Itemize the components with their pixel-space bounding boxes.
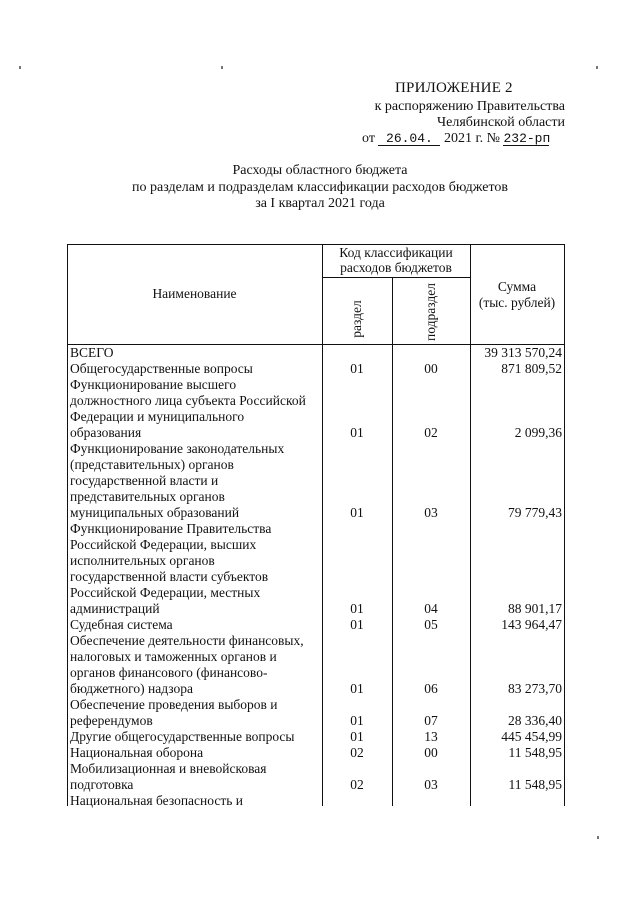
row-name: ВСЕГО xyxy=(70,345,114,360)
row-line xyxy=(67,697,565,713)
row-line xyxy=(67,761,565,777)
row-name: Российской Федерации, высших xyxy=(70,537,257,552)
row-name: государственной власти субъектов xyxy=(70,569,269,584)
row-line xyxy=(67,553,565,569)
row-sum: 39 313 570,24 xyxy=(484,345,562,360)
row-line xyxy=(67,425,565,441)
row-name: исполнительных органов xyxy=(70,553,215,568)
row-name: Мобилизационная и вневойсковая xyxy=(70,761,267,776)
row-sum: 83 273,70 xyxy=(508,681,562,696)
row-sum: 28 336,40 xyxy=(508,713,562,728)
row-razdel: 01 xyxy=(350,681,364,696)
row-podrazdel: 02 xyxy=(424,425,438,440)
row-podrazdel: 05 xyxy=(424,617,438,632)
row-line xyxy=(67,649,565,665)
row-name: референдумов xyxy=(70,713,153,728)
row-name: Функционирование Правительства xyxy=(70,521,272,536)
row-name: представительных органов xyxy=(70,489,225,504)
row-podrazdel: 06 xyxy=(424,681,438,696)
row-podrazdel: 00 xyxy=(424,361,438,376)
row-name: (представительных) органов xyxy=(70,457,234,472)
col-header-sum-1: Сумма xyxy=(497,279,537,294)
row-line xyxy=(67,377,565,393)
col-header-sum-2: (тыс. рублей) xyxy=(478,295,556,310)
scan-mark xyxy=(221,66,223,69)
row-sum: 11 548,95 xyxy=(508,745,562,760)
row-sum: 11 548,95 xyxy=(508,777,562,792)
row-name: подготовка xyxy=(70,777,134,792)
row-name: Национальная безопасность и xyxy=(70,793,243,808)
doc-title-line-3: за I квартал 2021 года xyxy=(255,196,385,211)
row-line xyxy=(67,617,565,633)
row-podrazdel: 00 xyxy=(424,745,438,760)
row-line xyxy=(67,473,565,489)
row-line xyxy=(67,713,565,729)
row-line xyxy=(67,345,565,361)
row-name: должностного лица субъекта Российской xyxy=(70,393,306,408)
order-date: 26.04. xyxy=(378,132,440,146)
row-sum: 871 809,52 xyxy=(501,361,562,376)
row-sum: 79 779,43 xyxy=(508,505,562,520)
row-line xyxy=(67,441,565,457)
row-line xyxy=(67,601,565,617)
row-podrazdel: 03 xyxy=(424,777,438,792)
code-subheader-line xyxy=(322,277,470,278)
row-name: Федерации и муниципального xyxy=(70,409,245,424)
row-line xyxy=(67,361,565,377)
order-prefix: от xyxy=(362,131,375,146)
row-razdel: 01 xyxy=(350,425,364,440)
row-razdel: 01 xyxy=(350,361,364,376)
row-line xyxy=(67,729,565,745)
row-line xyxy=(67,745,565,761)
row-line xyxy=(67,521,565,537)
row-line xyxy=(67,793,565,809)
row-line xyxy=(67,457,565,473)
row-sum: 143 964,47 xyxy=(501,617,562,632)
row-line xyxy=(67,777,565,793)
col-header-code-2: расходов бюджетов xyxy=(340,260,452,275)
row-podrazdel: 04 xyxy=(424,601,438,616)
row-name: Обеспечение проведения выборов и xyxy=(70,697,278,712)
row-line xyxy=(67,409,565,425)
col-header-razdel: раздел xyxy=(349,300,364,338)
row-name: Другие общегосударственные вопросы xyxy=(70,729,295,744)
row-sum: 445 454,99 xyxy=(501,729,562,744)
order-number: 232-рп xyxy=(503,131,551,146)
row-razdel: 01 xyxy=(350,729,364,744)
col-header-name: Наименование xyxy=(152,286,237,301)
row-line xyxy=(67,505,565,521)
order-line xyxy=(362,131,549,147)
row-name: налоговых и таможенных органов и xyxy=(70,649,277,664)
row-name: Функционирование законодательных xyxy=(70,441,285,456)
row-line xyxy=(67,537,565,553)
row-name: органов финансового (финансово- xyxy=(70,665,268,680)
row-name: бюджетного) надзора xyxy=(70,681,193,696)
scan-mark xyxy=(596,66,598,69)
appendix-line-2: Челябинской области xyxy=(437,115,565,130)
row-line xyxy=(67,585,565,601)
row-name: государственной власти и xyxy=(70,473,219,488)
row-podrazdel: 03 xyxy=(424,505,438,520)
row-podrazdel: 13 xyxy=(424,729,438,744)
row-razdel: 01 xyxy=(350,601,364,616)
row-sum: 88 901,17 xyxy=(508,601,562,616)
row-line xyxy=(67,489,565,505)
row-name: Российской Федерации, местных xyxy=(70,585,261,600)
row-name: муниципальных образований xyxy=(70,505,240,520)
row-line xyxy=(67,633,565,649)
row-name: Судебная система xyxy=(70,617,173,632)
col-header-podrazdel: подраздел xyxy=(423,283,438,341)
row-razdel: 01 xyxy=(350,713,364,728)
row-name: Общегосударственные вопросы xyxy=(70,361,253,376)
budget-table xyxy=(67,244,565,806)
col-header-code-1: Код классификации xyxy=(339,245,453,260)
row-sum: 2 099,36 xyxy=(514,425,562,440)
scan-mark xyxy=(597,836,599,839)
row-razdel: 01 xyxy=(350,505,364,520)
row-line xyxy=(67,681,565,697)
row-podrazdel: 07 xyxy=(424,713,438,728)
scan-mark xyxy=(19,66,21,69)
row-name: Функционирование высшего xyxy=(70,377,237,392)
row-name: Национальная оборона xyxy=(70,745,204,760)
row-line xyxy=(67,569,565,585)
row-razdel: 02 xyxy=(350,745,364,760)
row-razdel: 01 xyxy=(350,617,364,632)
order-year: 2021 г. № xyxy=(443,131,500,146)
row-name: Обеспечение деятельности финансовых, xyxy=(70,633,304,648)
row-name: образования xyxy=(70,425,142,440)
appendix-line-1: к распоряжению Правительства xyxy=(374,99,565,114)
table-border-top xyxy=(67,244,565,245)
row-line xyxy=(67,393,565,409)
doc-title-line-2: по разделам и подразделам классификации расходов бюджетов xyxy=(131,180,509,195)
row-line xyxy=(67,665,565,681)
doc-title-line-1: Расходы областного бюджета xyxy=(232,163,408,178)
row-name: администраций xyxy=(70,601,160,616)
appendix-title: ПРИЛОЖЕНИЕ 2 xyxy=(395,80,513,96)
row-razdel: 02 xyxy=(350,777,364,792)
